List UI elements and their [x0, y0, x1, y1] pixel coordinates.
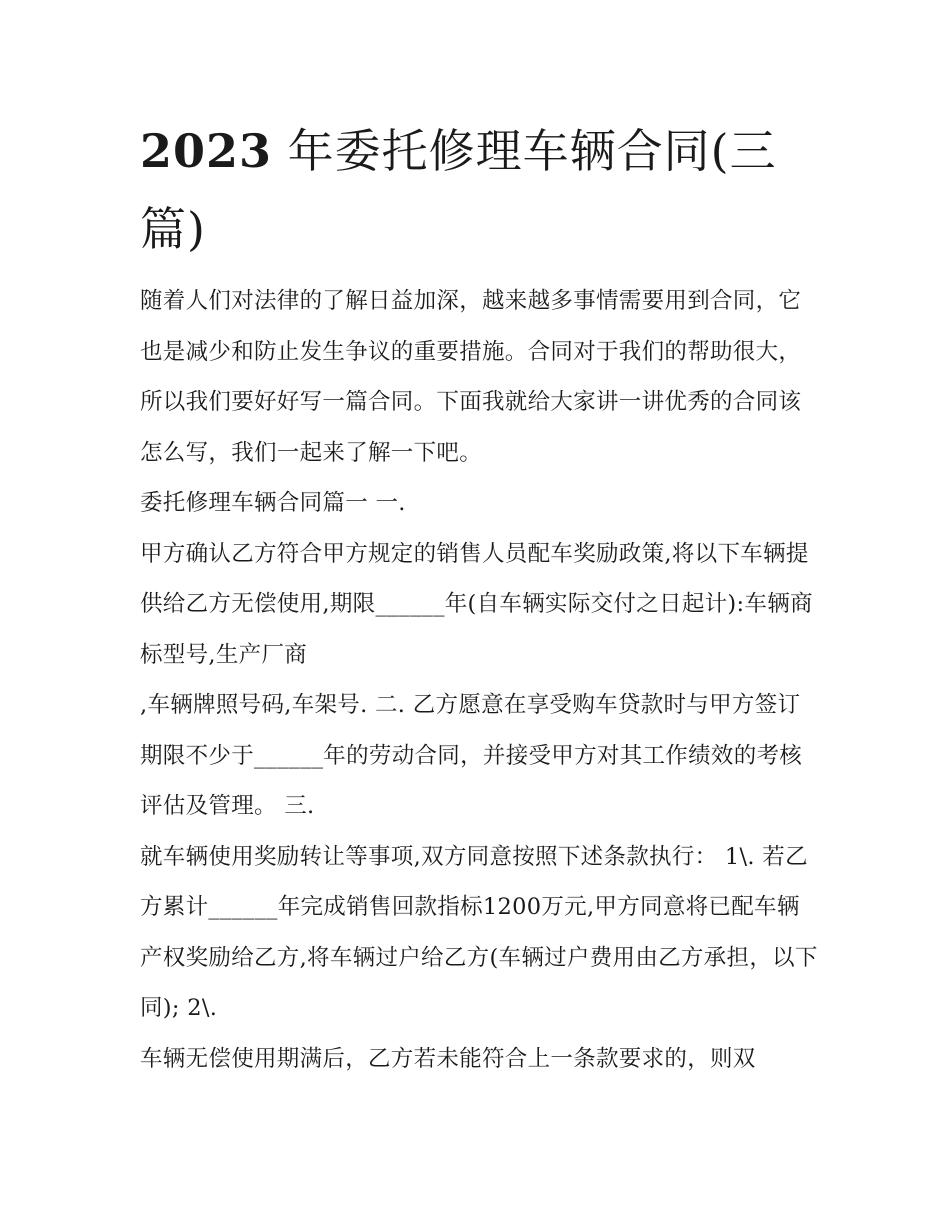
paragraph-clause-1: 甲方确认乙方符合甲方规定的销售人员配车奖励政策,将以下车辆提供给乙方无偿使用,期限______年(自车辆实际交付之日起计):车辆商标型号,生产厂商	[140, 540, 813, 668]
paragraph-clause-2: ,车辆牌照号码,车架号. 二. 乙方愿意在享受购车贷款时与甲方签订期限不少于______年的劳动合同，并接受甲方对其工作绩效的考核评估及管理。 三.	[140, 692, 803, 819]
paragraph-clause-3: 就车辆使用奖励转让等事项,双方同意按照下述条款执行： 1\. 若乙方累计______年完成销售回款指标1200万元,甲方同意将已配车辆产权奖励给乙方,将车辆过户给乙方(车辆过户费用由乙方承担，以下同); 2\.	[140, 843, 818, 1021]
title-year: 2023	[140, 124, 273, 178]
paragraph-intro: 随着人们对法律的了解日益加深，越来越多事情需要用到合同，它也是减少和防止发生争议的重要措施。合同对于我们的帮助很大，所以我们要好好写一篇合同。下面我就给大家讲一讲优秀的合同该怎么写，我们一起来了解一下吧。	[140, 288, 802, 466]
title-text: 年委托修理车辆合同(三篇)	[140, 124, 777, 256]
paragraph-section-heading: 委托修理车辆合同篇一 一.	[140, 490, 406, 516]
document-title	[140, 112, 830, 268]
document-body	[140, 276, 820, 1084]
paragraph-clause-4: 车辆无偿使用期满后，乙方若未能符合上一条款要求的，则双	[140, 1045, 756, 1072]
